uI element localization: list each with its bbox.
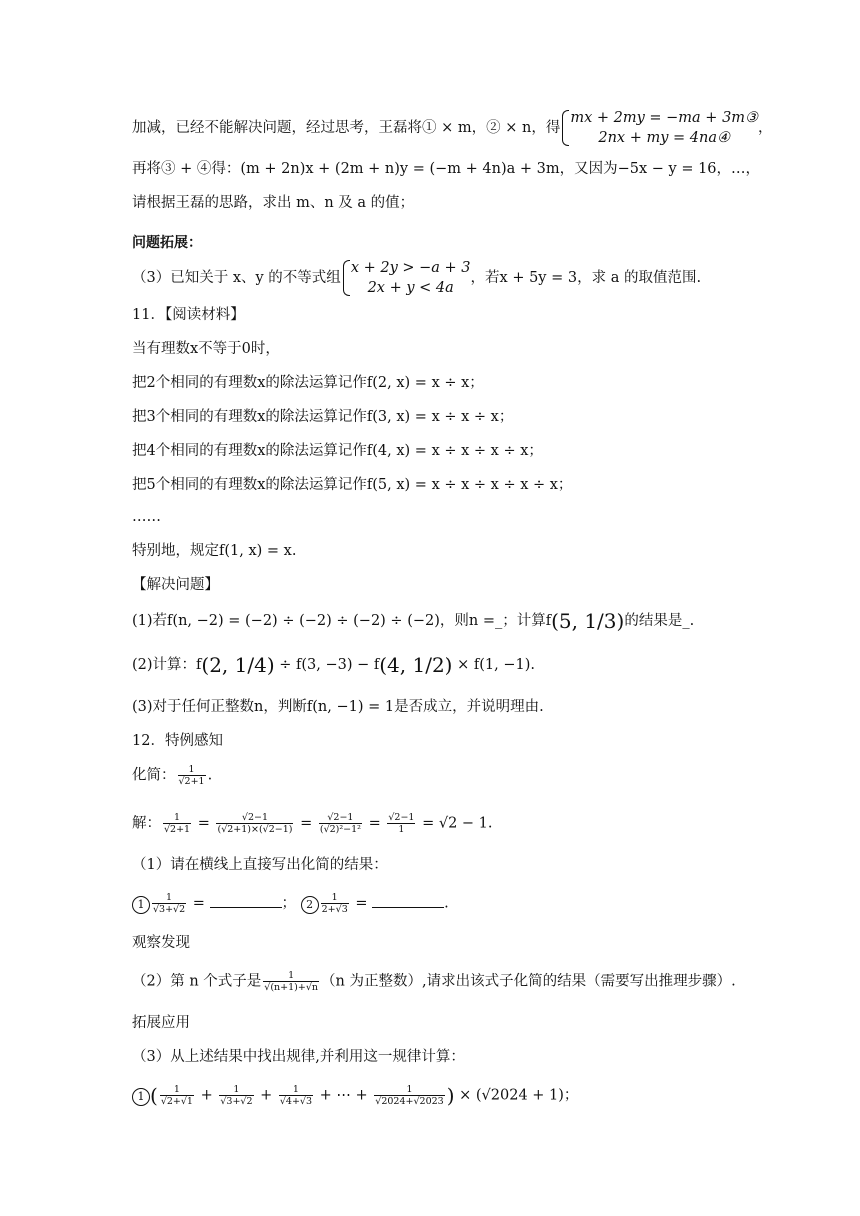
system-row-1: mx + 2my = −ma + 3m③: [570, 110, 759, 126]
part2-prefix: （2）第 n 个式子是: [132, 973, 262, 990]
q12-part-1-blanks: 1 $\frac{1}{√3+√2}$ = ； 2 $\frac{1}{2+√3}$ = .: [132, 892, 770, 915]
equation-system-1: [560, 108, 758, 148]
heading-problem-extension: 问题拓展：: [132, 235, 202, 251]
circle-2-icon: 2: [301, 896, 319, 914]
answer-blank-1[interactable]: [210, 895, 282, 908]
q11-sub2-arg1: (2, 1/4): [201, 653, 275, 677]
q11-line-special: 特别地，规定f(1, x) = x.: [132, 543, 297, 559]
q11-title: 11．【阅读材料】: [132, 307, 245, 323]
paragraph-inequality: [132, 258, 770, 298]
calc-tail: × (√2024 + 1)；: [459, 1087, 579, 1104]
blank-end: .: [444, 895, 449, 912]
circle-1-calc-icon: 1: [132, 1088, 150, 1106]
q11-sub-1: [132, 610, 770, 632]
q11-line-1: 当有理数x不等于0时，: [132, 341, 280, 357]
q12-calculation: 1 ( $\frac{1}{√2+√1}$ + $\frac{1}{√3+√2}$ + $\frac{1}{√4+√3}$ + ⋯ + $\frac{1}{√2024+√2023}$ ) × (√2024 + 1)；: [132, 1084, 770, 1107]
part2-fraction: $\frac{1}{√(n+1)+√n}$: [264, 970, 319, 993]
ineq-row-2: 2x + y < 4a: [367, 280, 454, 296]
blank-separator: ；: [281, 895, 297, 912]
q11-line-2: 把2个相同的有理数x的除法运算记作f(2, x) = x ÷ x；: [132, 375, 484, 391]
paragraph-combine: 再将③ + ④得：(m + 2n)x + (2m + n)y = (−m + 4n)a + 3m，又因为−5x − y = 16，…，: [132, 161, 761, 177]
q11-sub2-c: ÷ f(3, −3) − f: [274, 657, 380, 673]
q11-line-4: 把4个相同的有理数x的除法运算记作f(4, x) = x ÷ x ÷ x ÷ x；: [132, 443, 543, 459]
method-tail: ，: [758, 120, 773, 136]
q11-line-3: 把3个相同的有理数x的除法运算记作f(3, x) = x ÷ x ÷ x；: [132, 409, 514, 425]
q12-simplify: [132, 764, 770, 787]
simplify-period: .: [207, 767, 213, 784]
blank-frac-1: $\frac{1}{√3+√2}$: [153, 892, 186, 915]
sol-frac-3: $\frac{√2-1}{\text{(√2)²−1²}}$: [319, 812, 361, 835]
q12-observe-heading: 观察发现: [132, 935, 190, 951]
q11-line-5: 把5个相同的有理数x的除法运算记作f(5, x) = x ÷ x ÷ x ÷ x ÷ x；: [132, 477, 573, 493]
ineq-tail: ，若x + 5y = 3，求 a 的取值范围.: [470, 270, 702, 286]
q11-solve-heading: 【解决问题】: [132, 577, 219, 593]
q11-sub2-a: (2)计算：f: [132, 657, 202, 673]
q12-title: 12．特例感知: [132, 733, 223, 749]
method-ops: ① × m，② × n，得: [422, 120, 561, 136]
answer-blank-2[interactable]: [372, 895, 444, 908]
calc-frac-1: $\frac{1}{√2+√1}$: [160, 1084, 193, 1107]
q11-sub1-a: (1)若f(n, −2) = (−2) ÷ (−2) ÷ (−2) ÷ (−2)，则n =_；计算f: [132, 613, 552, 629]
sol-frac-2: $\frac{√2-1}{(√2+1)\times(√2-1)}$: [217, 812, 293, 835]
q12-part-1: （1）请在横线上直接写出化简的结果：: [132, 857, 388, 873]
calc-frac-2: $\frac{1}{√3+√2}$: [220, 1084, 253, 1107]
q12-part-3: （3）从上述结果中找出规律,并利用这一规律计算：: [132, 1049, 465, 1065]
q12-apply-heading: 拓展应用: [132, 1015, 190, 1031]
q11-sub2-arg2: (4, 1/2): [379, 653, 453, 677]
q12-solution: 解： $\frac{1}{√2+1}$ = $\frac{√2-1}{(√2+1)\times(√2-1)}$ = $\frac{√2-1}{\text{(√2)²−1²}}$ = $\frac{√2-1}{1}$ = √2 − 1.: [132, 812, 493, 835]
sol-frac-4: $\frac{√2-1}{1}$: [388, 812, 415, 835]
q12-part-2: [132, 970, 770, 993]
simplify-fraction: $\frac{1}{√2+1}$: [178, 764, 205, 787]
q11-sub1-c: 的结果是_.: [624, 613, 695, 629]
q11-sub-3: (3)对于任何正整数n，判断f(n, −1) = 1是否成立，并说明理由.: [132, 699, 544, 715]
q11-sub2-e: × f(1, −1).: [452, 657, 535, 673]
solution-label: 解：: [132, 815, 161, 832]
calc-frac-4: $\frac{1}{√2024+√2023}$: [375, 1084, 444, 1107]
ineq-prefix: （3）已知关于 x、y 的不等式组: [132, 270, 341, 286]
paragraph-method: [132, 108, 773, 148]
inequality-system: [341, 258, 471, 298]
q11-sub1-arg: (5, 1/3): [551, 609, 625, 633]
part2-tail: （n 为正整数）,请求出该式子化简的结果（需要写出推理步骤）.: [321, 973, 736, 990]
blank-frac-2: $\frac{1}{2+√3}$: [321, 892, 348, 915]
q11-ellipsis: ……: [132, 509, 161, 525]
q11-sub-2: [132, 654, 770, 676]
paragraph-request: 请根据王磊的思路，求出 m、n 及 a 的值；: [132, 195, 415, 211]
solution-result: = √2 − 1.: [422, 815, 493, 832]
ineq-row-1: x + 2y > −a + 3: [350, 260, 471, 276]
simplify-label: 化简：: [132, 767, 176, 784]
circle-1-icon: 1: [132, 896, 150, 914]
method-prefix: 加减，已经不能解决问题，经过思考，王磊将: [132, 120, 422, 136]
calc-frac-3: $\frac{1}{√4+√3}$: [279, 1084, 313, 1107]
sol-frac-1: $\frac{1}{√2+1}$: [164, 812, 191, 835]
system-row-2: 2nx + my = 4na④: [598, 130, 730, 146]
